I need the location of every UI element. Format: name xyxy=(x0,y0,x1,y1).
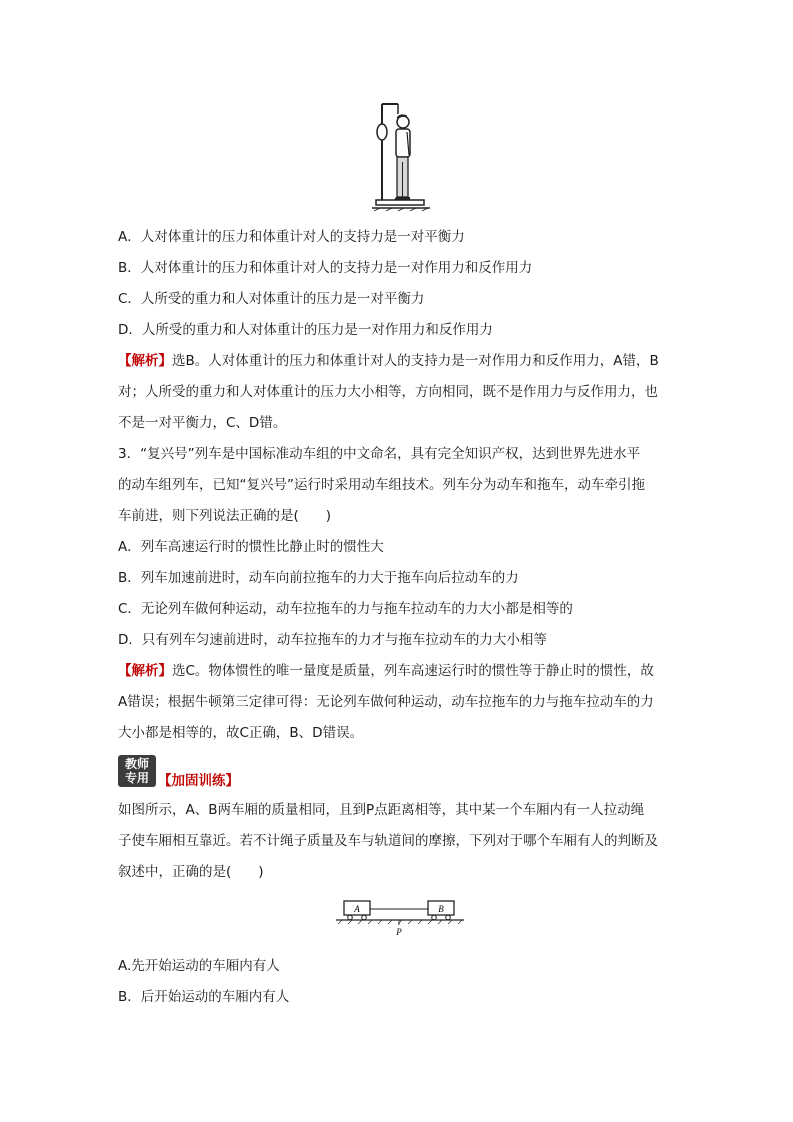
q2-analysis-line-3: 不是一对平衡力，C、D错。 xyxy=(118,415,287,431)
q2-analysis-line-2: 对；人所受的重力和人对体重计的压力大小相等，方向相同，既不是作用力与反作用力，也 xyxy=(118,384,658,400)
extra-stem-line-1: 如图所示，A、B两车厢的质量相同，且到P点距离相等，其中某一个车厢内有一人拉动绳 xyxy=(118,802,645,818)
q3-analysis-line-3: 大小都是相等的，故C正确，B、D错误。 xyxy=(118,725,364,741)
extra-option-a: A.先开始运动的车厢内有人 xyxy=(118,958,280,974)
car-b-label: B xyxy=(438,904,444,914)
extra-option-b: B．后开始运动的车厢内有人 xyxy=(118,989,290,1005)
q3-stem-line-2: 的动车组列车，已知“复兴号”运行时采用动车组技术。列车分为动车和拖车，动车牵引拖 xyxy=(118,477,645,493)
point-p-label: P xyxy=(396,927,402,937)
extra-stem-line-3: 叙述中，正确的是( ) xyxy=(118,864,264,880)
q2-option-a: A．人对体重计的压力和体重计对人的支持力是一对平衡力 xyxy=(118,229,465,245)
teacher-only-badge: 教师 专用 xyxy=(118,755,156,787)
cars-figure xyxy=(336,895,464,939)
q3-option-c: C．无论列车做何种运动，动车拉拖车的力与拖车拉动车的力大小都是相等的 xyxy=(118,601,573,617)
q2-option-b: B．人对体重计的压力和体重计对人的支持力是一对作用力和反作用力 xyxy=(118,260,533,276)
q2-option-d: D．人所受的重力和人对体重计的压力是一对作用力和反作用力 xyxy=(118,322,493,338)
scale-figure xyxy=(372,100,432,215)
extra-stem-line-2: 子使车厢相互靠近。若不计绳子质量及车与轨道间的摩擦，下列对于哪个车厢有人的判断及 xyxy=(118,833,658,849)
q3-option-b: B．列车加速前进时，动车向前拉拖车的力大于拖车向后拉动车的力 xyxy=(118,570,519,586)
analysis-label: 【解析】 xyxy=(118,353,172,369)
analysis-label: 【解析】 xyxy=(118,663,172,679)
q3-analysis-line-2: A错误；根据牛顿第三定律可得：无论列车做何种运动，动车拉拖车的力与拖车拉动车的力 xyxy=(118,694,654,710)
extra-practice-title: 【加固训练】 xyxy=(158,773,239,789)
q3-option-d: D．只有列车匀速前进时，动车拉拖车的力才与拖车拉动车的力大小相等 xyxy=(118,632,547,648)
q3-analysis-line-1: 【解析】选C。物体惯性的唯一量度是质量，列车高速运行时的惯性等于静止时的惯性，故 xyxy=(118,663,654,679)
q2-analysis-line-1: 【解析】选B。人对体重计的压力和体重计对人的支持力是一对作用力和反作用力，A错，B xyxy=(118,353,659,369)
q3-stem-line-3: 车前进，则下列说法正确的是( ) xyxy=(118,508,332,524)
car-a-label: A xyxy=(354,904,360,914)
q3-option-a: A．列车高速运行时的惯性比静止时的惯性大 xyxy=(118,539,384,555)
q3-stem-line-1: 3．“复兴号”列车是中国标准动车组的中文命名，具有完全知识产权，达到世界先进水平 xyxy=(118,446,641,462)
q2-option-c: C．人所受的重力和人对体重计的压力是一对平衡力 xyxy=(118,291,425,307)
